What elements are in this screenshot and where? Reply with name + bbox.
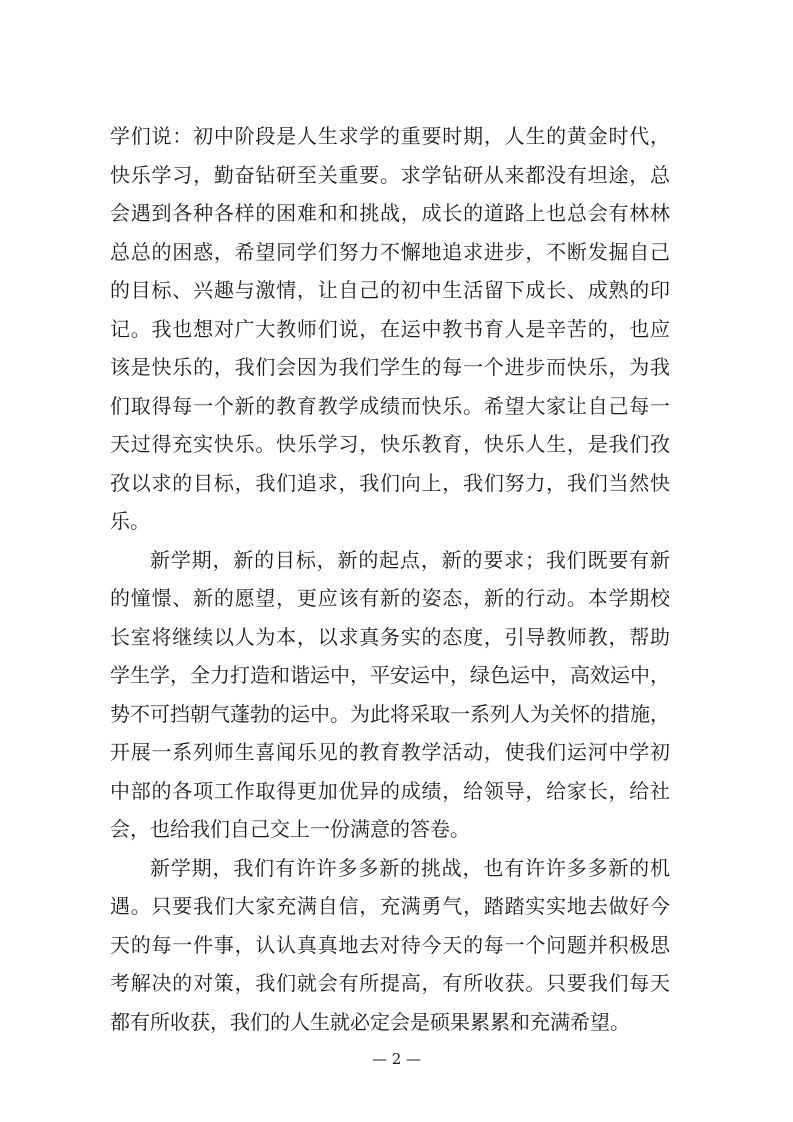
text-line: 们取得每一个新的教育教学成绩而快乐。希望大家让自己每一: [110, 394, 670, 418]
text-line: 乐。: [110, 509, 150, 533]
text-line: 新学期，我们有许许多多新的挑战，也有许许多多新的机: [150, 856, 670, 880]
text-line: 学们说：初中阶段是人生求学的重要时期，人生的黄金时代，: [110, 124, 670, 148]
text-line: 长室将继续以人为本，以求真务实的态度，引导教师教，帮助: [110, 625, 670, 649]
text-line: 天的每一件事，认认真真地去对待今天的每一个问题并积极思: [110, 933, 670, 957]
text-line: 总总的困惑，希望同学们努力不懈地追求进步，不断发掘自己: [110, 240, 670, 264]
text-line: 遇。只要我们大家充满自信，充满勇气，踏踏实实地去做好今: [110, 894, 670, 918]
page-number: — 2 —: [371, 1050, 422, 1068]
text-line: 孜以求的目标，我们追求，我们向上，我们努力，我们当然快: [110, 471, 670, 495]
text-line: 学生学，全力打造和谐运中，平安运中，绿色运中，高效运中，: [110, 663, 670, 687]
text-line: 势不可挡朝气蓬勃的运中。为此将采取一系列人为关怀的措施，: [110, 702, 670, 726]
text-line: 记。我也想对广大教师们说，在运中教书育人是辛苦的，也应: [110, 317, 670, 341]
text-line: 新学期，新的目标，新的起点，新的要求；我们既要有新: [150, 548, 670, 572]
text-line: 天过得充实快乐。快乐学习，快乐教育，快乐人生，是我们孜: [110, 432, 670, 456]
text-line: 的憧憬、新的愿望，更应该有新的姿态，新的行动。本学期校: [110, 586, 670, 610]
text-line: 开展一系列师生喜闻乐见的教育教学活动，使我们运河中学初: [110, 740, 670, 764]
text-line: 会遇到各种各样的困难和和挑战，成长的道路上也总会有林林: [110, 201, 670, 225]
text-line: 会，也给我们自己交上一份满意的答卷。: [110, 817, 470, 841]
text-line: 的目标、兴趣与激情，让自己的初中生活留下成长、成熟的印: [110, 278, 670, 302]
text-line: 快乐学习，勤奋钻研至关重要。求学钻研从来都没有坦途，总: [110, 163, 670, 187]
text-line: 中部的各项工作取得更加优异的成绩，给领导，给家长，给社: [110, 779, 670, 803]
text-line: 该是快乐的，我们会因为我们学生的每一个进步而快乐，为我: [110, 355, 670, 379]
text-line: 考解决的对策，我们就会有所提高，有所收获。只要我们每天: [110, 971, 670, 995]
text-line: 都有所收获，我们的人生就必定会是硕果累累和充满希望。: [110, 1010, 630, 1034]
